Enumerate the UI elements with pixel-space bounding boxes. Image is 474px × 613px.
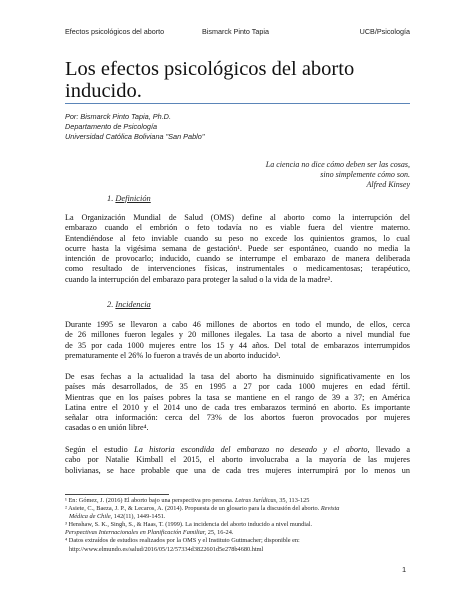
section-title: Incidencia xyxy=(115,300,151,309)
epigraph-line-1: La ciencia no dice cómo deben ser las cosas, xyxy=(265,160,410,169)
section-number: 2. xyxy=(107,300,114,309)
epigraph-attribution: Alfred Kinsey xyxy=(366,180,410,190)
section-heading-incidencia xyxy=(107,300,151,309)
text-line: Durante 1995 se llevaron a cabo 46 millones de abortos en todo el mundo, de ellos, cerca xyxy=(65,320,410,329)
footnote-text: 25, 16-24. xyxy=(206,529,234,537)
text-line: intención de provocarlo; inducido, cuando se interrumpe el embarazo de manera deliberada xyxy=(65,254,410,264)
epigraph-line-2: sino simplemente cómo son. xyxy=(320,170,410,180)
text-line: Mientras que en los países pobres la tasa se mantiene en el rango de 39 a 37; en América xyxy=(65,392,410,402)
text-line: como resultado de intervenciones físicas, instrumentales o medicamentosas; terapéutico, xyxy=(65,264,410,274)
footnote-3 xyxy=(65,521,410,529)
footnote-journal: Perspectivas Internacionales en Planificación Familiar, xyxy=(65,529,207,537)
page-title xyxy=(65,58,410,102)
text-line: señalar otra información: cerca del 73% de los abortos fueron provocados por mujeres xyxy=(65,413,410,423)
author-name: Por: Bismarck Pinto Tapia, Ph.D. xyxy=(65,112,171,121)
footnote-journal: Médica de Chile, xyxy=(69,513,113,521)
text-line: Entendiéndose al feto inviable cuando su peso no excede los quinientos gramos, lo cual xyxy=(65,233,410,243)
text-line: Latina entre el 2010 y el 2014 uno de cada tres embarazos terminó en aborto. Es importante xyxy=(65,402,410,412)
footnote-text: ³ Henshaw, S. K., Singh, S., & Haas, T. (1999). La incidencia del aborto inducido a nivel mundial. xyxy=(65,521,313,529)
text-line: cuando la interrupción del embarazo para proteger la salud o la vida de la madre². xyxy=(65,274,333,284)
footnote-3-cont xyxy=(65,529,410,537)
text-fragment: llevado a xyxy=(369,445,411,454)
section-number: 1. xyxy=(107,194,114,203)
text-fragment: Según el estudio xyxy=(65,445,135,454)
title-line-1: Los efectos psicológicos del aborto xyxy=(65,58,355,80)
footnote-text: ⁴ Datos extraídos de estudios realizados por la OMS y el Instituto Guttmacher; disponible en: xyxy=(65,537,300,545)
footnote-text: 35, 113-125 xyxy=(277,497,310,504)
footnote-2 xyxy=(65,505,410,513)
page-number: 1 xyxy=(402,565,407,574)
footnote-journal: Revista xyxy=(320,505,340,513)
section-title: Definición xyxy=(115,194,151,203)
footnote-text: ¹ En: Gómez, J. (2016) El aborto bajo una perspectiva pro persona. xyxy=(65,497,235,504)
text-line: ocurre hasta la vigésima semana de gestación¹. Puede ser espontáneo, cuando no media la xyxy=(65,243,410,253)
text-line: de 35 por cada 1000 mujeres entre los 15 y 44 años. Del total de embarazos interrumpidos xyxy=(65,340,410,350)
footnote-link[interactable]: http://www.elmundo.es/salud/2016/05/12/57334d3822601d5e278b4680.html xyxy=(69,545,264,553)
paragraph-definicion xyxy=(65,213,410,285)
paragraph-incidencia-1 xyxy=(65,320,410,361)
header-right-text: UCB/Psicología xyxy=(359,27,410,36)
epigraph xyxy=(266,160,410,191)
text-line: de 26 millones fueron legales y 20 millones ilegales. La tasa de aborto a nivel mundial fue xyxy=(65,330,410,340)
text-line xyxy=(65,445,410,455)
paragraph-incidencia-2 xyxy=(65,372,410,434)
title-line-2: inducido. xyxy=(65,80,142,102)
text-line: cabo por Natalie Kimball el 2015, el aborto involucraba a la mayoría de las mujeres xyxy=(65,455,410,465)
text-line: La Organización Mundial de Salud (OMS) define al aborto como la interrupción del xyxy=(65,213,410,222)
footnote-1 xyxy=(65,497,410,505)
text-line: países más desarrollados, de 35 en 1995 a 27 por cada 1000 mujeres en edad fértil. xyxy=(65,382,410,392)
footnote-separator xyxy=(65,494,169,495)
header-author-text: Bismarck Pinto Tapia xyxy=(202,27,269,36)
footnotes xyxy=(65,497,410,554)
text-line: prematuramente el 26% lo fueron a través de un aborto inducido³. xyxy=(65,350,281,360)
section-heading-definicion xyxy=(107,194,151,203)
text-line: bolivianas, se hace probable que una de cada tres mujeres interrumpirá por lo menos un xyxy=(65,465,410,475)
footnote-text: ² Asiete, C., Baeza, J. P., & Lecaros, A. (2014). Propuesta de un glosario para la discusión del aborto. xyxy=(65,505,321,513)
text-line: embarazo cuando el embrión o feto todavía no es viable fuera del vientre materno. xyxy=(65,223,410,233)
text-line: casadas o en unión libre⁴. xyxy=(65,423,149,433)
footnote-2-cont xyxy=(65,513,410,521)
author-university: Universidad Católica Boliviana "San Pablo" xyxy=(65,132,205,141)
footnote-4 xyxy=(65,537,410,545)
footnote-text: 142(11), 1449-1451. xyxy=(112,513,166,521)
author-department: Departamento de Psicología xyxy=(65,122,158,131)
header-left-text: Efectos psicológicos del aborto xyxy=(65,27,165,36)
paragraph-incidencia-3 xyxy=(65,445,410,476)
author-block xyxy=(65,112,204,142)
title-divider xyxy=(65,103,410,104)
study-title: La historia escondida del embarazo no deseado y el aborto, xyxy=(134,445,370,454)
footnote-journal: Letras Jurídicas, xyxy=(234,497,278,504)
text-line: De esas fechas a la actualidad la tasa del aborto ha disminuido significativamente en los xyxy=(65,372,410,381)
footnote-4-url[interactable] xyxy=(65,546,410,554)
